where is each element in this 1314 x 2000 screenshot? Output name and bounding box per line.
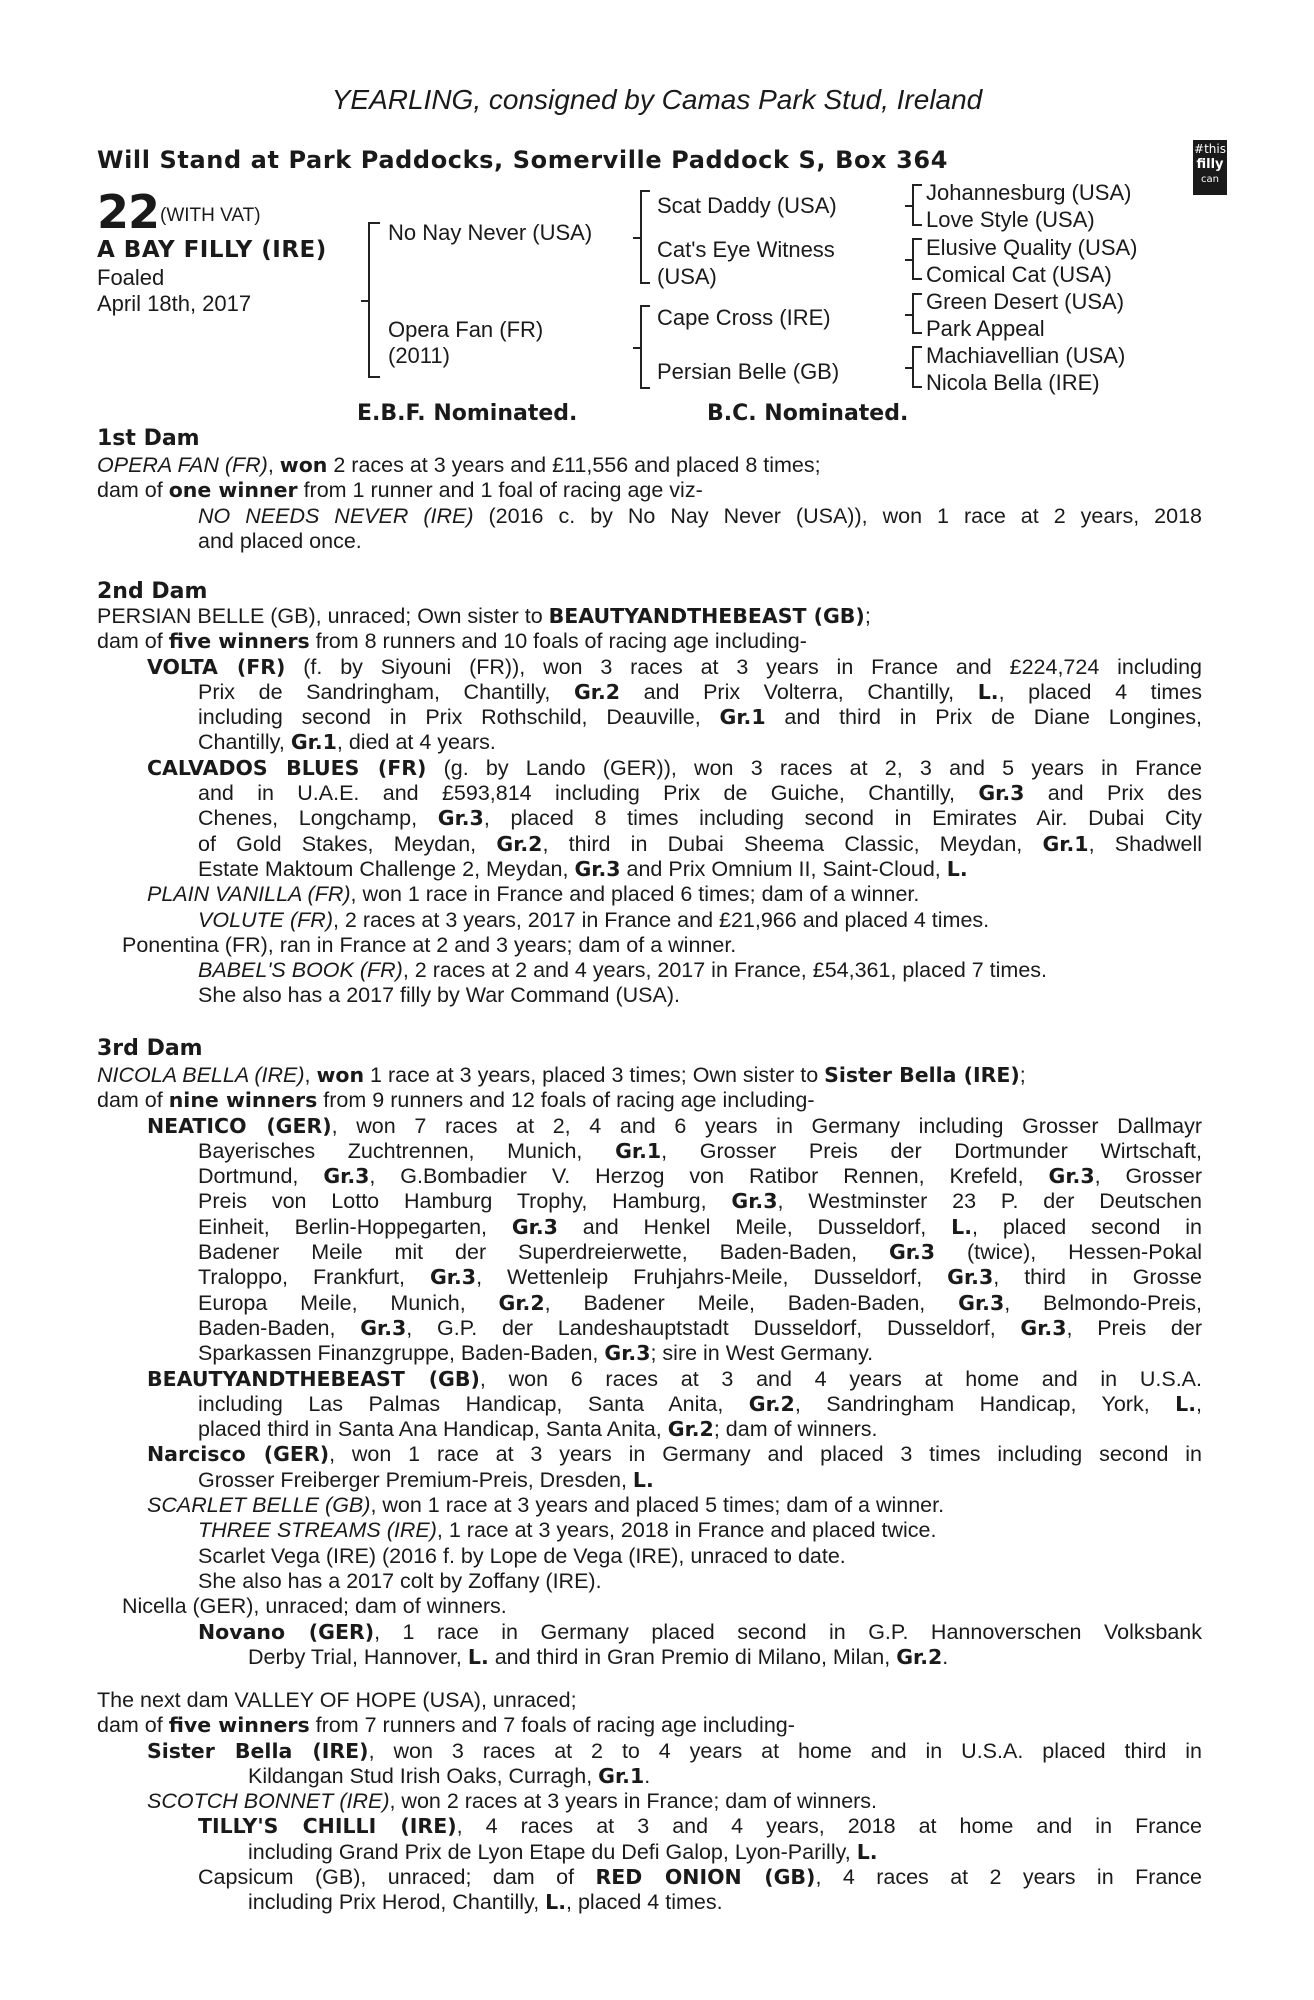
- pedigree-bracket-gen1: [368, 222, 380, 378]
- text-line: of Gold Stakes, Meydan, Gr.2, third in Dubai Sheema Classic, Meydan, Gr.1, Shadwell: [198, 831, 1203, 856]
- text-line: TILLY'S CHILLI (IRE), 4 races at 3 and 4 years, 2018 at home and in France: [198, 1814, 1202, 1839]
- text-line: including Prix Herod, Chantilly, L., placed 4 times.: [248, 1890, 723, 1915]
- text-line: Preis von Lotto Hamburg Trophy, Hamburg, Gr.3, Westminster 23 P. der Deutschen: [198, 1189, 1202, 1214]
- pedigree-dam-sire: Cape Cross (IRE): [657, 305, 831, 330]
- text-line: including second in Prix Rothschild, Deauville, Gr.1 and third in Prix de Diane Longines,: [198, 705, 1203, 730]
- text-line: and in U.A.E. and £593,814 including Prix de Guiche, Chantilly, Gr.3 and Prix des: [198, 781, 1203, 806]
- text-line: dam of nine winners from 9 runners and 12 foals of racing age including-: [97, 1088, 815, 1113]
- foaled-date: April 18th, 2017: [97, 291, 252, 316]
- text-line: dam of five winners from 7 runners and 7 foals of racing age including-: [97, 1713, 795, 1738]
- text-line: Europa Meile, Munich, Gr.2, Badener Meile, Baden-Baden, Gr.3, Belmondo-Preis,: [198, 1290, 1202, 1315]
- vat-note: (WITH VAT): [160, 205, 261, 226]
- text-line: PERSIAN BELLE (GB), unraced; Own sister to BEAUTYANDTHEBEAST (GB);: [97, 604, 871, 628]
- text-line: VOLTA (FR) (f. by Siyouni (FR)), won 3 races at 3 years in France and £224,724 including: [147, 654, 1202, 679]
- text-line: Chenes, Longchamp, Gr.3, placed 8 times including second in Emirates Air. Dubai City: [198, 806, 1202, 831]
- text-line: Ponentina (FR), ran in France at 2 and 3 years; dam of a winner.: [122, 932, 737, 957]
- text-line: including Las Palmas Handicap, Santa Anita, Gr.2, Sandringham Handicap, York, L.,: [198, 1391, 1202, 1416]
- third-dam-heading: 3rd Dam: [97, 1036, 203, 1061]
- text-line: THREE STREAMS (IRE), 1 race at 3 years, 2018 in France and placed twice.: [198, 1518, 937, 1543]
- text-line: Novano (GER), 1 race in Germany placed second in G.P. Hannoverschen Volksbank: [198, 1619, 1202, 1644]
- bc-nomination: B.C. Nominated.: [707, 401, 909, 426]
- pedigree-bracket-sire: [640, 190, 650, 284]
- text-line: Narcisco (GER), won 1 race at 3 years in Germany and placed 3 times including second in: [147, 1442, 1202, 1467]
- this-filly-can-logo: #this filly can: [1193, 140, 1227, 195]
- third-dam-text: [97, 1063, 1202, 1670]
- text-line: The next dam VALLEY OF HOPE (USA), unraced;: [97, 1688, 577, 1712]
- pedigree-dam: Opera Fan (FR): [388, 317, 544, 342]
- pedigree-bracket-dd: [912, 346, 922, 388]
- text-line: Grosser Freiberger Premium-Preis, Dresden, L.: [198, 1467, 654, 1492]
- text-line: NO NEEDS NEVER (IRE) (2016 c. by No Nay Never (USA)), won 1 race at 2 years, 2018: [198, 503, 1202, 528]
- pedigree-bracket-sd: [912, 238, 922, 280]
- text-line: and placed once.: [198, 528, 362, 553]
- first-dam-heading: 1st Dam: [97, 426, 200, 451]
- text-line: OPERA FAN (FR), won 2 races at 3 years and £11,556 and placed 8 times;: [97, 453, 821, 477]
- text-line: BABEL'S BOOK (FR), 2 races at 2 and 4 years, 2017 in France, £54,361, placed 7 times.: [198, 958, 1048, 983]
- stand-location: Will Stand at Park Paddocks, Somerville Paddock S, Box 364: [97, 146, 948, 174]
- text-line: Einheit, Berlin-Hoppegarten, Gr.3 and Henkel Meile, Dusseldorf, L., placed second in: [198, 1214, 1202, 1239]
- text-line: She also has a 2017 filly by War Command (USA).: [198, 983, 680, 1008]
- text-line: Bayerisches Zuchtrennen, Munich, Gr.1, Grosser Preis der Dortmunder Wirtschaft,: [198, 1138, 1202, 1163]
- lot-number: 22: [97, 185, 160, 239]
- text-line: Baden-Baden, Gr.3, G.P. der Landeshauptstadt Dusseldorf, Dusseldorf, Gr.3, Preis der: [198, 1315, 1202, 1340]
- pedigree-bracket-dam: [640, 305, 650, 389]
- text-line: Dortmund, Gr.3, G.Bombadier V. Herzog von Ratibor Rennen, Krefeld, Gr.3, Grosser: [198, 1164, 1202, 1189]
- text-line: SCARLET BELLE (GB), won 1 race at 3 years and placed 5 times; dam of a winner.: [147, 1493, 945, 1518]
- text-line: Badener Meile mit der Superdreierwette, Baden-Baden, Gr.3 (twice), Hessen-Pokal: [198, 1240, 1202, 1265]
- text-line: Chantilly, Gr.1, died at 4 years.: [198, 730, 496, 755]
- first-dam-text: [97, 453, 1202, 554]
- pedigree-ddd: Nicola Bella (IRE): [926, 370, 1100, 395]
- pedigree-bracket-ss: [912, 184, 922, 226]
- text-line: Estate Maktoum Challenge 2, Meydan, Gr.3 and Prix Omnium II, Saint-Cloud, L.: [198, 856, 968, 881]
- text-line: Prix de Sandringham, Chantilly, Gr.2 and Prix Volterra, Chantilly, L., placed 4 times: [198, 679, 1202, 704]
- pedigree-sire-dam: Cat's Eye Witness: [657, 237, 835, 262]
- text-line: NICOLA BELLA (IRE), won 1 race at 3 years, placed 3 times; Own sister to Sister Bella (IRE);: [97, 1063, 1026, 1087]
- pedigree-dsd: Park Appeal: [926, 316, 1045, 341]
- pedigree-ssd: Love Style (USA): [926, 207, 1095, 232]
- text-line: SCOTCH BONNET (IRE), won 2 races at 3 years in France; dam of winners.: [147, 1789, 878, 1814]
- text-line: Capsicum (GB), unraced; dam of RED ONION (GB), 4 races at 2 years in France: [198, 1865, 1202, 1890]
- text-line: dam of five winners from 8 runners and 10 foals of racing age including-: [97, 629, 807, 654]
- pedigree-dam-dam: Persian Belle (GB): [657, 359, 840, 384]
- pedigree-dam-year: (2011): [388, 343, 450, 368]
- text-line: PLAIN VANILLA (FR), won 1 race in France and placed 6 times; dam of a winner.: [147, 882, 920, 907]
- lot-name: A BAY FILLY (IRE): [97, 237, 327, 263]
- pedigree-sire: No Nay Never (USA): [388, 220, 593, 245]
- pedigree-dds: Machiavellian (USA): [926, 343, 1126, 368]
- text-line: placed third in Santa Ana Handicap, Santa Anita, Gr.2; dam of winners.: [198, 1417, 878, 1442]
- next-dam-text: [97, 1688, 1202, 1916]
- text-line: Scarlet Vega (IRE) (2016 f. by Lope de Vega (IRE), unraced to date.: [198, 1543, 846, 1568]
- pedigree-dss: Green Desert (USA): [926, 289, 1125, 314]
- second-dam-text: [97, 604, 1202, 1009]
- text-line: Sparkassen Finanzgruppe, Baden-Baden, Gr.3; sire in West Germany.: [198, 1341, 874, 1366]
- text-line: NEATICO (GER), won 7 races at 2, 4 and 6 years in Germany including Grosser Dallmayr: [147, 1113, 1202, 1138]
- pedigree-bracket-ds: [912, 293, 922, 334]
- text-line: She also has a 2017 colt by Zoffany (IRE).: [198, 1568, 602, 1593]
- pedigree-sire-sire: Scat Daddy (USA): [657, 193, 837, 218]
- pedigree-sdd: Comical Cat (USA): [926, 262, 1112, 287]
- text-line: Kildangan Stud Irish Oaks, Curragh, Gr.1.: [248, 1763, 651, 1788]
- text-line: CALVADOS BLUES (FR) (g. by Lando (GER)), won 3 races at 2, 3 and 5 years in France: [147, 755, 1203, 780]
- second-dam-heading: 2nd Dam: [97, 579, 208, 604]
- text-line: including Grand Prix de Lyon Etape du Defi Galop, Lyon-Parilly, L.: [248, 1839, 878, 1864]
- pedigree-sire-dam-country: (USA): [657, 264, 717, 289]
- text-line: dam of one winner from 1 runner and 1 foal of racing age viz-: [97, 478, 703, 503]
- text-line: Traloppo, Frankfurt, Gr.3, Wettenleip Fruhjahrs-Meile, Dusseldorf, Gr.3, third in Grosse: [198, 1265, 1202, 1290]
- text-line: Sister Bella (IRE), won 3 races at 2 to 4 years at home and in U.S.A. placed third in: [147, 1738, 1203, 1763]
- text-line: Derby Trial, Hannover, L. and third in Gran Premio di Milano, Milan, Gr.2.: [248, 1644, 949, 1669]
- text-line: VOLUTE (FR), 2 races at 3 years, 2017 in France and £21,966 and placed 4 times.: [198, 907, 990, 932]
- text-line: BEAUTYANDTHEBEAST (GB), won 6 races at 3 and 4 years at home and in U.S.A.: [147, 1366, 1202, 1391]
- page-title: YEARLING, consigned by Camas Park Stud, Ireland: [331, 84, 983, 115]
- pedigree-sss: Johannesburg (USA): [926, 180, 1132, 205]
- text-line: Nicella (GER), unraced; dam of winners.: [122, 1594, 507, 1619]
- ebf-nomination: E.B.F. Nominated.: [357, 401, 578, 426]
- foaled-label: Foaled: [97, 265, 165, 290]
- pedigree-sds: Elusive Quality (USA): [926, 235, 1138, 260]
